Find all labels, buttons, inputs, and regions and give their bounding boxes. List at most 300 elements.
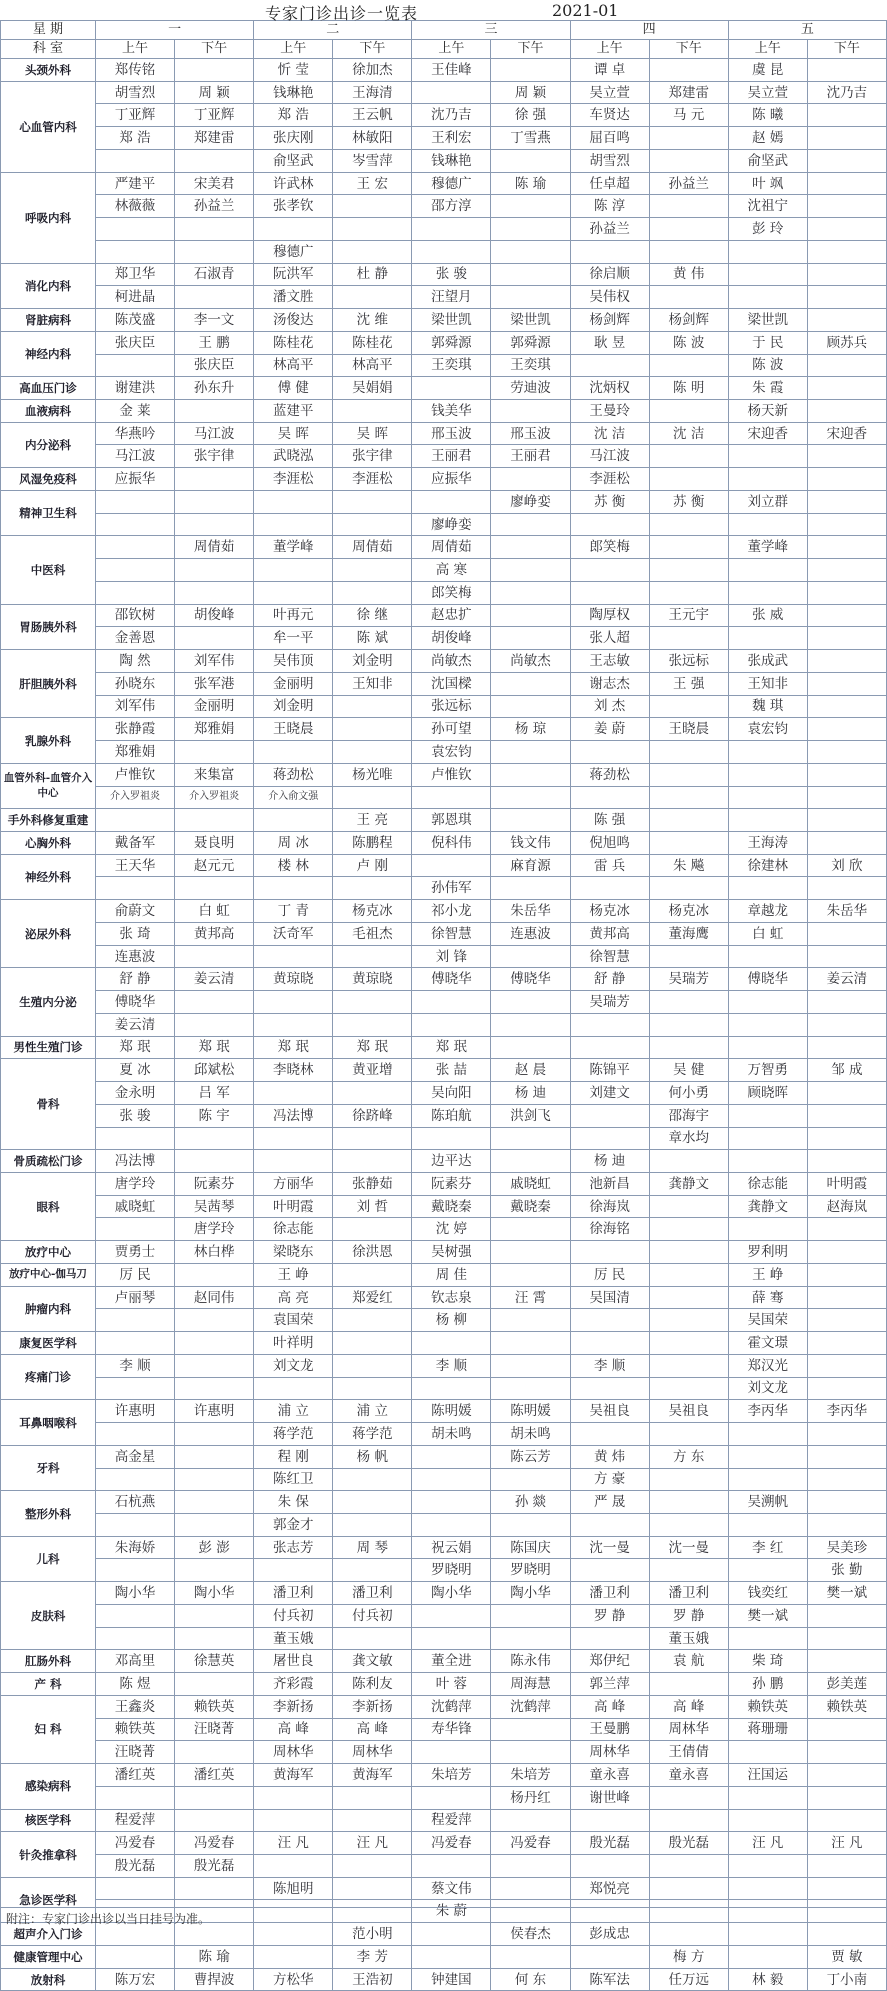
doctor-slot bbox=[807, 149, 886, 172]
doctor-slot bbox=[807, 604, 886, 627]
doctor-slot bbox=[491, 1263, 570, 1286]
doctor-slot: 郎笑梅 bbox=[570, 536, 649, 559]
doctor-slot: 林高平 bbox=[333, 354, 412, 377]
doctor-slot bbox=[175, 1377, 254, 1400]
doctor-slot bbox=[333, 581, 412, 604]
schedule-row bbox=[1, 1582, 887, 1605]
doctor-slot: 柯进晶 bbox=[96, 286, 175, 309]
doctor-slot: 厉 民 bbox=[570, 1263, 649, 1286]
department-name: 康复医学科 bbox=[1, 1332, 96, 1355]
doctor-slot: 张 勤 bbox=[807, 1559, 886, 1582]
doctor-slot bbox=[412, 1332, 491, 1355]
doctor-slot: 屠世良 bbox=[254, 1650, 333, 1673]
doctor-slot: 傅晓华 bbox=[491, 968, 570, 991]
doctor-slot: 丁 青 bbox=[254, 900, 333, 923]
doctor-slot bbox=[333, 400, 412, 423]
doctor-slot bbox=[728, 263, 807, 286]
doctor-slot bbox=[728, 1741, 807, 1764]
doctor-slot: 张庆刚 bbox=[254, 127, 333, 150]
doctor-slot: 章水均 bbox=[649, 1127, 728, 1150]
doctor-slot: 周海慧 bbox=[491, 1673, 570, 1696]
doctor-slot bbox=[807, 718, 886, 741]
doctor-slot: 卢 刚 bbox=[333, 854, 412, 877]
schedule-body bbox=[1, 21, 887, 1991]
doctor-slot: 冯爱春 bbox=[96, 1832, 175, 1855]
doctor-slot: 张 琦 bbox=[96, 922, 175, 945]
doctor-slot: 徐慧英 bbox=[175, 1650, 254, 1673]
doctor-slot: 朱培芳 bbox=[412, 1764, 491, 1787]
doctor-slot bbox=[96, 581, 175, 604]
doctor-slot: 阮素芬 bbox=[412, 1172, 491, 1195]
schedule-row bbox=[1, 1468, 887, 1491]
doctor-slot: 马 元 bbox=[649, 104, 728, 127]
doctor-slot bbox=[412, 1741, 491, 1764]
doctor-slot: 郭舜源 bbox=[412, 331, 491, 354]
schedule-row bbox=[1, 81, 887, 104]
department-name: 生殖内分泌 bbox=[1, 968, 96, 1036]
doctor-slot: 万智勇 bbox=[728, 1059, 807, 1082]
doctor-slot bbox=[807, 1218, 886, 1241]
schedule-row bbox=[1, 741, 887, 764]
session-am: 上午 bbox=[254, 40, 333, 59]
doctor-slot: 周林华 bbox=[254, 1741, 333, 1764]
doctor-slot: 浦 立 bbox=[254, 1400, 333, 1423]
doctor-slot bbox=[333, 513, 412, 536]
doctor-slot: 陈桂花 bbox=[254, 331, 333, 354]
doctor-slot: 陶小华 bbox=[491, 1582, 570, 1605]
doctor-slot: 周 冰 bbox=[254, 831, 333, 854]
doctor-slot: 郑悦亮 bbox=[570, 1877, 649, 1900]
doctor-slot bbox=[807, 1855, 886, 1878]
doctor-slot bbox=[728, 1423, 807, 1446]
doctor-slot: 杨 柳 bbox=[412, 1309, 491, 1332]
doctor-slot: 徐跻峰 bbox=[333, 1104, 412, 1127]
doctor-slot bbox=[649, 627, 728, 650]
doctor-slot: 戚晓虹 bbox=[491, 1172, 570, 1195]
doctor-slot bbox=[807, 1377, 886, 1400]
doctor-slot bbox=[728, 1627, 807, 1650]
schedule-row bbox=[1, 1491, 887, 1514]
doctor-slot bbox=[96, 809, 175, 832]
doctor-slot: 胡雪烈 bbox=[570, 149, 649, 172]
doctor-slot bbox=[807, 354, 886, 377]
doctor-slot: 林薇薇 bbox=[96, 195, 175, 218]
doctor-slot: 冯爱春 bbox=[491, 1832, 570, 1855]
doctor-slot bbox=[175, 1354, 254, 1377]
doctor-slot: 武晓泓 bbox=[254, 445, 333, 468]
doctor-slot bbox=[807, 1354, 886, 1377]
doctor-slot bbox=[807, 1900, 886, 1923]
doctor-slot bbox=[175, 1127, 254, 1150]
doctor-slot bbox=[175, 468, 254, 491]
doctor-slot bbox=[491, 1354, 570, 1377]
department-name: 眼科 bbox=[1, 1172, 96, 1240]
doctor-slot: 朱 蔚 bbox=[412, 1900, 491, 1923]
doctor-slot: 潘卫利 bbox=[649, 1582, 728, 1605]
doctor-slot: 高 峰 bbox=[570, 1695, 649, 1718]
doctor-slot: 沈 洁 bbox=[649, 422, 728, 445]
doctor-slot: 刘 杰 bbox=[570, 695, 649, 718]
doctor-slot: 沈炳权 bbox=[570, 377, 649, 400]
doctor-slot: 沈 维 bbox=[333, 309, 412, 332]
doctor-slot: 孙 鹏 bbox=[728, 1673, 807, 1696]
footer-divider bbox=[0, 1907, 887, 1908]
doctor-slot bbox=[96, 513, 175, 536]
doctor-slot bbox=[570, 1855, 649, 1878]
doctor-slot: 王 峥 bbox=[728, 1263, 807, 1286]
doctor-slot bbox=[649, 1514, 728, 1537]
doctor-slot: 张庆臣 bbox=[96, 331, 175, 354]
doctor-slot: 池新昌 bbox=[570, 1172, 649, 1195]
doctor-slot: 石杭燕 bbox=[96, 1491, 175, 1514]
doctor-slot: 谢世峰 bbox=[570, 1786, 649, 1809]
schedule-row bbox=[1, 1877, 887, 1900]
doctor-slot bbox=[728, 559, 807, 582]
doctor-slot: 周 琴 bbox=[333, 1536, 412, 1559]
doctor-slot: 倪科伟 bbox=[412, 831, 491, 854]
doctor-slot: 潘红英 bbox=[96, 1764, 175, 1787]
doctor-slot: 王志敏 bbox=[570, 650, 649, 673]
doctor-slot bbox=[175, 1741, 254, 1764]
doctor-slot: 孙东升 bbox=[175, 377, 254, 400]
doctor-slot: 彭 澎 bbox=[175, 1536, 254, 1559]
doctor-slot: 屈百鸣 bbox=[570, 127, 649, 150]
doctor-slot: 金永明 bbox=[96, 1082, 175, 1105]
doctor-slot: 陶厚权 bbox=[570, 604, 649, 627]
schedule-row bbox=[1, 1855, 887, 1878]
doctor-slot: 邵海宇 bbox=[649, 1104, 728, 1127]
doctor-slot: 陶 然 bbox=[96, 650, 175, 673]
doctor-slot bbox=[491, 468, 570, 491]
doctor-slot: 赵忠扩 bbox=[412, 604, 491, 627]
doctor-slot: 王知非 bbox=[333, 672, 412, 695]
doctor-slot bbox=[412, 1786, 491, 1809]
department-name: 骨科 bbox=[1, 1059, 96, 1150]
doctor-slot bbox=[491, 286, 570, 309]
doctor-slot: 邢玉波 bbox=[491, 422, 570, 445]
doctor-slot: 汪晓菁 bbox=[96, 1741, 175, 1764]
schedule-row bbox=[1, 1195, 887, 1218]
doctor-slot: 孙益兰 bbox=[570, 218, 649, 241]
doctor-slot bbox=[807, 1309, 886, 1332]
doctor-slot: 谭 卓 bbox=[570, 59, 649, 82]
doctor-slot bbox=[96, 1309, 175, 1332]
doctor-slot bbox=[333, 1627, 412, 1650]
doctor-slot: 孙晓东 bbox=[96, 672, 175, 695]
doctor-slot: 麻育源 bbox=[491, 854, 570, 877]
doctor-slot: 杨 帆 bbox=[333, 1445, 412, 1468]
schedule-row bbox=[1, 991, 887, 1014]
doctor-slot: 于 民 bbox=[728, 331, 807, 354]
doctor-slot bbox=[96, 1377, 175, 1400]
doctor-slot bbox=[807, 400, 886, 423]
doctor-slot bbox=[570, 741, 649, 764]
department-name: 呼吸内科 bbox=[1, 172, 96, 263]
doctor-slot: 董学峰 bbox=[728, 536, 807, 559]
doctor-slot bbox=[807, 1263, 886, 1286]
doctor-slot bbox=[412, 1604, 491, 1627]
doctor-slot bbox=[649, 513, 728, 536]
session-pm: 下午 bbox=[333, 40, 412, 59]
department-name: 男性生殖门诊 bbox=[1, 1036, 96, 1059]
doctor-slot: 赵 晨 bbox=[491, 1059, 570, 1082]
schedule-row bbox=[1, 1400, 887, 1423]
doctor-slot: 王曼玲 bbox=[570, 400, 649, 423]
department-name: 消化内科 bbox=[1, 263, 96, 308]
schedule-row bbox=[1, 1514, 887, 1537]
doctor-slot: 陈军法 bbox=[570, 1968, 649, 1991]
doctor-slot: 郑 珉 bbox=[333, 1036, 412, 1059]
doctor-slot bbox=[807, 536, 886, 559]
doctor-slot: 黄邦高 bbox=[570, 922, 649, 945]
doctor-slot: 吴 健 bbox=[649, 1059, 728, 1082]
doctor-slot bbox=[96, 1559, 175, 1582]
doctor-slot bbox=[807, 172, 886, 195]
doctor-slot bbox=[649, 877, 728, 900]
session-pm: 下午 bbox=[175, 40, 254, 59]
doctor-slot: 杨 迪 bbox=[491, 1082, 570, 1105]
doctor-slot bbox=[491, 1468, 570, 1491]
doctor-slot: 吴向阳 bbox=[412, 1082, 491, 1105]
doctor-slot bbox=[728, 286, 807, 309]
doctor-slot: 俞坚武 bbox=[254, 149, 333, 172]
schedule-row bbox=[1, 1968, 887, 1991]
doctor-slot bbox=[491, 809, 570, 832]
doctor-slot: 罗晓明 bbox=[491, 1559, 570, 1582]
department-name: 肝胆胰外科 bbox=[1, 650, 96, 718]
department-name: 骨质疏松门诊 bbox=[1, 1150, 96, 1173]
doctor-slot bbox=[807, 922, 886, 945]
doctor-slot bbox=[807, 1650, 886, 1673]
doctor-slot: 卢惟钦 bbox=[96, 763, 175, 786]
doctor-slot bbox=[728, 445, 807, 468]
doctor-slot bbox=[491, 1036, 570, 1059]
doctor-slot bbox=[728, 1127, 807, 1150]
doctor-slot bbox=[491, 149, 570, 172]
doctor-slot bbox=[333, 1468, 412, 1491]
doctor-slot: 洪剑飞 bbox=[491, 1104, 570, 1127]
doctor-slot: 应振华 bbox=[412, 468, 491, 491]
doctor-slot bbox=[728, 741, 807, 764]
doctor-slot: 赖铁英 bbox=[807, 1695, 886, 1718]
department-name: 肾脏病科 bbox=[1, 309, 96, 332]
doctor-slot bbox=[175, 1514, 254, 1537]
doctor-slot: 张宇律 bbox=[333, 445, 412, 468]
doctor-slot bbox=[254, 809, 333, 832]
doctor-slot bbox=[491, 877, 570, 900]
doctor-slot: 袁宏钧 bbox=[412, 741, 491, 764]
schedule-row bbox=[1, 513, 887, 536]
schedule-row bbox=[1, 309, 887, 332]
doctor-slot: 李丙华 bbox=[807, 1400, 886, 1423]
doctor-slot bbox=[175, 1150, 254, 1173]
doctor-slot bbox=[570, 1423, 649, 1446]
doctor-slot bbox=[175, 559, 254, 582]
doctor-slot bbox=[728, 468, 807, 491]
doctor-slot: 王 强 bbox=[649, 672, 728, 695]
schedule-row bbox=[1, 536, 887, 559]
doctor-slot: 董学峰 bbox=[254, 536, 333, 559]
schedule-row bbox=[1, 1536, 887, 1559]
doctor-slot bbox=[728, 1036, 807, 1059]
doctor-slot: 宋迎香 bbox=[807, 422, 886, 445]
doctor-slot bbox=[807, 1468, 886, 1491]
doctor-slot bbox=[649, 59, 728, 82]
doctor-slot bbox=[649, 468, 728, 491]
doctor-slot: 周 颖 bbox=[175, 81, 254, 104]
doctor-slot: 赖铁英 bbox=[728, 1695, 807, 1718]
doctor-slot: 杨天新 bbox=[728, 400, 807, 423]
department-name: 精神卫生科 bbox=[1, 490, 96, 535]
schedule-row bbox=[1, 286, 887, 309]
doctor-slot bbox=[96, 536, 175, 559]
doctor-slot: 汪晓菁 bbox=[175, 1718, 254, 1741]
doctor-slot bbox=[491, 1218, 570, 1241]
doctor-slot: 汪国运 bbox=[728, 1764, 807, 1787]
doctor-slot: 樊一斌 bbox=[807, 1582, 886, 1605]
doctor-slot: 金 莱 bbox=[96, 400, 175, 423]
doctor-slot: 吴 晖 bbox=[333, 422, 412, 445]
doctor-slot: 沃奇军 bbox=[254, 922, 333, 945]
doctor-slot: 舒 静 bbox=[96, 968, 175, 991]
doctor-slot bbox=[254, 1559, 333, 1582]
doctor-slot: 高 峰 bbox=[649, 1695, 728, 1718]
doctor-slot bbox=[807, 695, 886, 718]
doctor-slot bbox=[333, 1082, 412, 1105]
schedule-row bbox=[1, 1445, 887, 1468]
doctor-slot: 刘 欣 bbox=[807, 854, 886, 877]
doctor-slot: 罗晓明 bbox=[412, 1559, 491, 1582]
doctor-slot: 李涯松 bbox=[254, 468, 333, 491]
doctor-slot bbox=[649, 1354, 728, 1377]
doctor-slot bbox=[570, 1514, 649, 1537]
doctor-slot: 蒋学范 bbox=[254, 1423, 333, 1446]
doctor-slot: 周林华 bbox=[570, 1741, 649, 1764]
doctor-slot bbox=[807, 763, 886, 786]
doctor-slot bbox=[649, 1877, 728, 1900]
doctor-slot bbox=[491, 672, 570, 695]
doctor-slot bbox=[728, 1900, 807, 1923]
doctor-slot bbox=[728, 786, 807, 809]
doctor-slot: 陈 淳 bbox=[570, 195, 649, 218]
doctor-slot: 赖铁英 bbox=[96, 1718, 175, 1741]
doctor-slot: 杜 静 bbox=[333, 263, 412, 286]
doctor-slot: 吴瑞芳 bbox=[649, 968, 728, 991]
footer-note: 附注：专家门诊出诊以当日挂号为准。 bbox=[6, 1912, 211, 1926]
doctor-slot bbox=[175, 581, 254, 604]
schedule-row bbox=[1, 1559, 887, 1582]
doctor-slot bbox=[333, 1877, 412, 1900]
doctor-slot bbox=[175, 1559, 254, 1582]
doctor-slot bbox=[175, 991, 254, 1014]
department-name: 手外科修复重建 bbox=[1, 809, 96, 832]
doctor-slot: 顾苏兵 bbox=[807, 331, 886, 354]
doctor-slot bbox=[333, 1263, 412, 1286]
doctor-slot bbox=[807, 240, 886, 263]
doctor-slot: 俞坚武 bbox=[728, 149, 807, 172]
doctor-slot bbox=[728, 1218, 807, 1241]
doctor-slot bbox=[649, 991, 728, 1014]
doctor-slot bbox=[96, 1127, 175, 1150]
doctor-slot: 孙可望 bbox=[412, 718, 491, 741]
weekday-5: 五 bbox=[728, 21, 886, 40]
doctor-slot bbox=[728, 1855, 807, 1878]
doctor-slot: 袁宏钧 bbox=[728, 718, 807, 741]
doctor-slot bbox=[570, 1809, 649, 1832]
schedule-row bbox=[1, 786, 887, 809]
doctor-slot bbox=[728, 1104, 807, 1127]
department-name: 中医科 bbox=[1, 536, 96, 604]
doctor-slot: 童永喜 bbox=[570, 1764, 649, 1787]
doctor-slot bbox=[254, 1127, 333, 1150]
doctor-slot bbox=[254, 490, 333, 513]
doctor-slot: 李新扬 bbox=[333, 1695, 412, 1718]
doctor-slot bbox=[570, 240, 649, 263]
doctor-slot: 程爱萍 bbox=[412, 1809, 491, 1832]
doctor-slot: 郑爱红 bbox=[333, 1286, 412, 1309]
doctor-slot bbox=[491, 1741, 570, 1764]
doctor-slot: 王奕琪 bbox=[491, 354, 570, 377]
schedule-row bbox=[1, 581, 887, 604]
doctor-slot bbox=[333, 741, 412, 764]
doctor-slot: 赵海岚 bbox=[807, 1195, 886, 1218]
doctor-slot: 李 芳 bbox=[333, 1945, 412, 1968]
doctor-slot bbox=[333, 218, 412, 241]
schedule-row bbox=[1, 1286, 887, 1309]
doctor-slot: 顾晓晖 bbox=[728, 1082, 807, 1105]
department-name: 放射科 bbox=[1, 1968, 96, 1991]
doctor-slot: 刘立群 bbox=[728, 490, 807, 513]
doctor-slot bbox=[807, 1604, 886, 1627]
doctor-slot bbox=[807, 1332, 886, 1355]
doctor-slot bbox=[649, 1491, 728, 1514]
doctor-slot bbox=[649, 945, 728, 968]
doctor-slot bbox=[96, 1786, 175, 1809]
doctor-slot bbox=[333, 1809, 412, 1832]
doctor-slot: 方松华 bbox=[254, 1968, 333, 1991]
doctor-slot: 白 虹 bbox=[175, 900, 254, 923]
doctor-slot: 沈 婷 bbox=[412, 1218, 491, 1241]
department-name: 针灸推拿科 bbox=[1, 1832, 96, 1877]
doctor-slot: 杨剑辉 bbox=[570, 309, 649, 332]
doctor-slot bbox=[649, 1786, 728, 1809]
doctor-slot: 郎笑梅 bbox=[412, 581, 491, 604]
doctor-slot bbox=[412, 786, 491, 809]
doctor-slot bbox=[333, 559, 412, 582]
doctor-slot bbox=[570, 1104, 649, 1127]
doctor-slot bbox=[175, 1604, 254, 1627]
doctor-slot: 许惠明 bbox=[175, 1400, 254, 1423]
doctor-slot: 董玉娥 bbox=[649, 1627, 728, 1650]
doctor-slot: 吴祖良 bbox=[649, 1400, 728, 1423]
doctor-slot bbox=[412, 1445, 491, 1468]
doctor-slot bbox=[254, 945, 333, 968]
doctor-slot: 潘卫利 bbox=[333, 1582, 412, 1605]
doctor-slot: 陈万宏 bbox=[96, 1968, 175, 1991]
doctor-slot bbox=[807, 1718, 886, 1741]
doctor-slot bbox=[728, 240, 807, 263]
schedule-row bbox=[1, 195, 887, 218]
doctor-slot bbox=[728, 1809, 807, 1832]
doctor-slot: 龚静文 bbox=[649, 1172, 728, 1195]
doctor-slot: 叶 飒 bbox=[728, 172, 807, 195]
doctor-slot: 汪 凡 bbox=[807, 1832, 886, 1855]
doctor-slot: 陈旭明 bbox=[254, 1877, 333, 1900]
doctor-slot: 杨克冰 bbox=[333, 900, 412, 923]
doctor-slot bbox=[649, 1286, 728, 1309]
doctor-slot: 王浩初 bbox=[333, 1968, 412, 1991]
doctor-slot: 贾 敏 bbox=[807, 1945, 886, 1968]
